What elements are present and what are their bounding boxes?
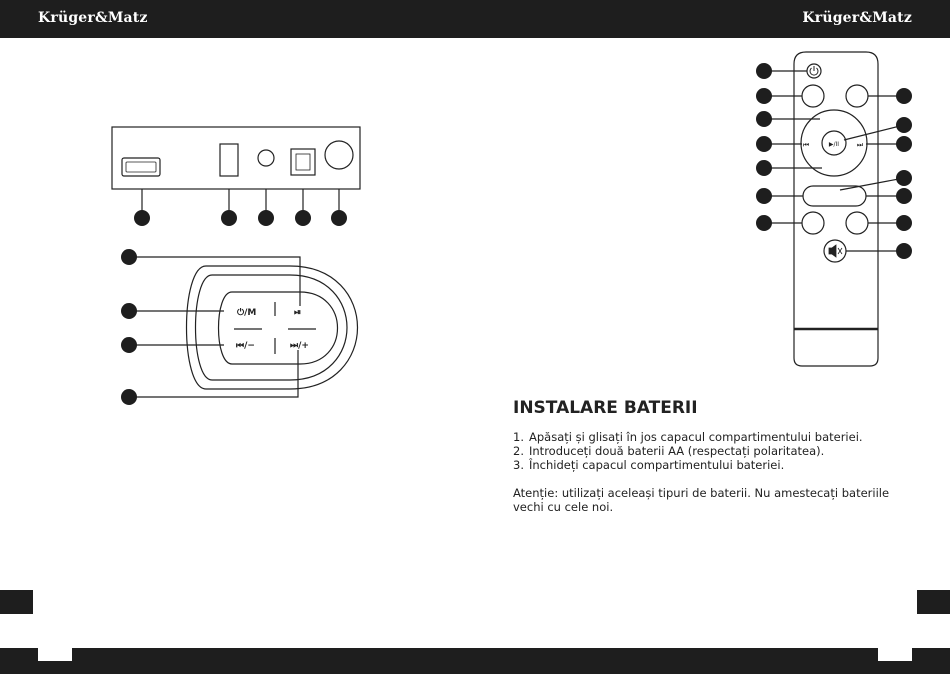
marker [896, 243, 912, 259]
marker [756, 188, 772, 204]
panel-outline-outer [187, 266, 358, 389]
marker [121, 337, 137, 353]
panel-outline-inner [219, 292, 338, 364]
steps-list [513, 430, 913, 472]
next-vol-up-button: ⏭/+ [290, 341, 309, 351]
marker [331, 210, 347, 226]
remote-prev-symbol: ⏮ [802, 141, 810, 149]
warning-note: Atenție: utilizați aceleași tipuri de baterii. Nu amestecați bateriile vechi cu cele noi. [513, 486, 890, 514]
marker [896, 136, 912, 152]
step-number: 1. [513, 430, 524, 444]
remote-play-pause-symbol: ▶/II [828, 141, 840, 148]
marker [896, 117, 912, 133]
marker [258, 210, 274, 226]
marker [756, 160, 772, 176]
marker [134, 210, 150, 226]
marker [756, 63, 772, 79]
remote-button-left-low [802, 212, 824, 234]
marker [121, 249, 137, 265]
remote-next-symbol: ⏭ [856, 141, 864, 149]
rear-panel-markers [134, 210, 347, 226]
marker [756, 136, 772, 152]
step-number: 3. [513, 458, 524, 472]
list-item [513, 444, 913, 458]
power-mode-button: ⏻/M [237, 308, 257, 318]
remote-button-right [846, 85, 868, 107]
power-socket [325, 141, 353, 169]
section-title: INSTALARE BATERII [513, 398, 698, 418]
side-tab-right [917, 590, 950, 614]
list-item [513, 458, 913, 472]
control-panel-markers [121, 249, 137, 405]
remote-long-button [803, 186, 866, 206]
remote-markers [756, 63, 912, 259]
remote-button-left [802, 85, 824, 107]
brand-logo-right: Krüger&Matz [802, 10, 912, 26]
remote-button-right-low [846, 212, 868, 234]
remote-body [794, 52, 878, 366]
marker [896, 170, 912, 186]
usb-port [220, 144, 238, 176]
control-panel-diagram [129, 257, 358, 397]
marker [756, 111, 772, 127]
marker [896, 215, 912, 231]
play-pause-button: ⏯ [294, 308, 302, 318]
marker [756, 88, 772, 104]
list-item [513, 430, 913, 444]
marker [756, 215, 772, 231]
aux-jack [258, 150, 274, 166]
brand-logo-left: Krüger&Matz [38, 10, 148, 26]
prev-vol-down-button: ⏮/− [236, 341, 255, 351]
optical-port [291, 149, 315, 175]
page-number-box-left [38, 648, 72, 661]
step-text: Închideți capacul compartimentului bateriei. [529, 458, 785, 472]
battery-install-section [513, 398, 913, 526]
marker [121, 303, 137, 319]
mute-icon [829, 245, 842, 257]
marker [221, 210, 237, 226]
marker [896, 188, 912, 204]
rear-panel-diagram [112, 127, 360, 218]
marker [121, 389, 137, 405]
step-text: Apăsați și glisați în jos capacul compartimentului bateriei. [529, 430, 863, 444]
side-tab-left [0, 590, 33, 614]
remote-diagram [764, 52, 904, 366]
marker [295, 210, 311, 226]
step-number: 2. [513, 444, 524, 458]
step-text: Introduceți două baterii AA (respectați polaritatea). [529, 444, 825, 458]
hdmi-port [122, 158, 160, 176]
footer-bar [0, 648, 950, 674]
marker [896, 88, 912, 104]
page-number-box-right [878, 648, 912, 661]
